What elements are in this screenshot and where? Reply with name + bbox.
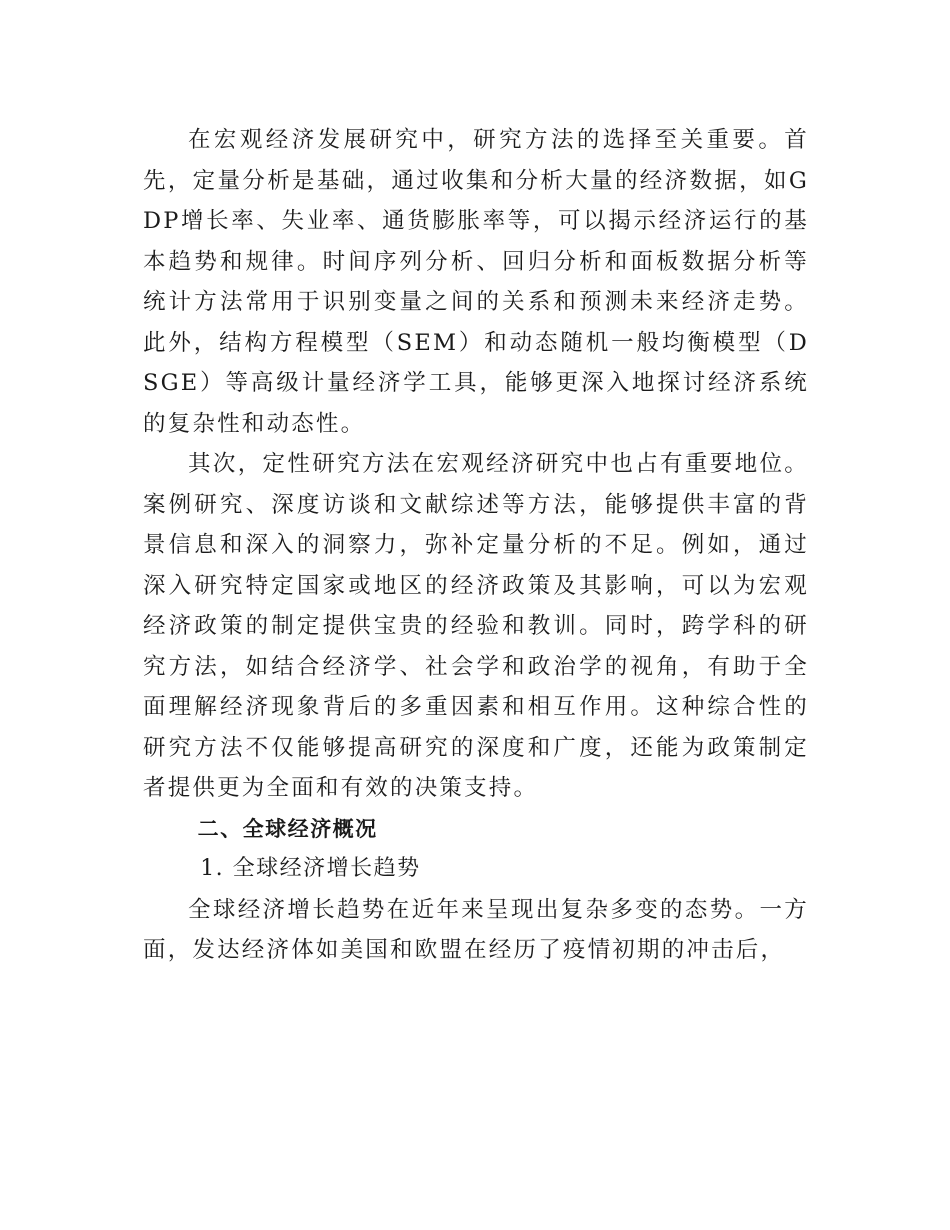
paragraph-research-methods-qualitative: 其次，定性研究方法在宏观经济研究中也占有重要地位。案例研究、深度访谈和文献综述等方法，能够提供丰富的背景信息和深入的洞察力，弥补定量分析的不足。例如，通过深入研究特定国家或地区的经济政策及其影响，可以为宏观经济政策的制定提供宝贵的经验和教训。同时，跨学科的研究方法，如结合经济学、社会学和政治学的视角，有助于全面理解经济现象背后的多重因素和相互作用。这种综合性的研究方法不仅能够提高研究的深度和广度，还能为政策制定者提供更为全面和有效的决策支持。 xyxy=(143,451,809,801)
paragraph-global-growth: 全球经济增长趋势在近年来呈现出复杂多变的态势。一方面，发达经济体如美国和欧盟在经历了疫情初期的冲击后， xyxy=(143,896,809,963)
subsection-heading: 1. 全球经济增长趋势 xyxy=(200,856,421,881)
paragraph-research-methods-quantitative: 在宏观经济发展研究中，研究方法的选择至关重要。首先，定量分析是基础，通过收集和分析大量的经济数据，如GDP增长率、失业率、通货膨胀率等，可以揭示经济运行的基本趋势和规律。时间序列分析、回归分析和面板数据分析等统计方法常用于识别变量之间的关系和预测未来经济走势。此外，结构方程模型（SEM）和动态随机一般均衡模型（DSGE）等高级计量经济学工具，能够更深入地探讨经济系统的复杂性和动态性。 xyxy=(143,127,809,437)
document-body xyxy=(143,120,809,971)
section-heading: 二、全球经济概况 xyxy=(197,816,378,841)
